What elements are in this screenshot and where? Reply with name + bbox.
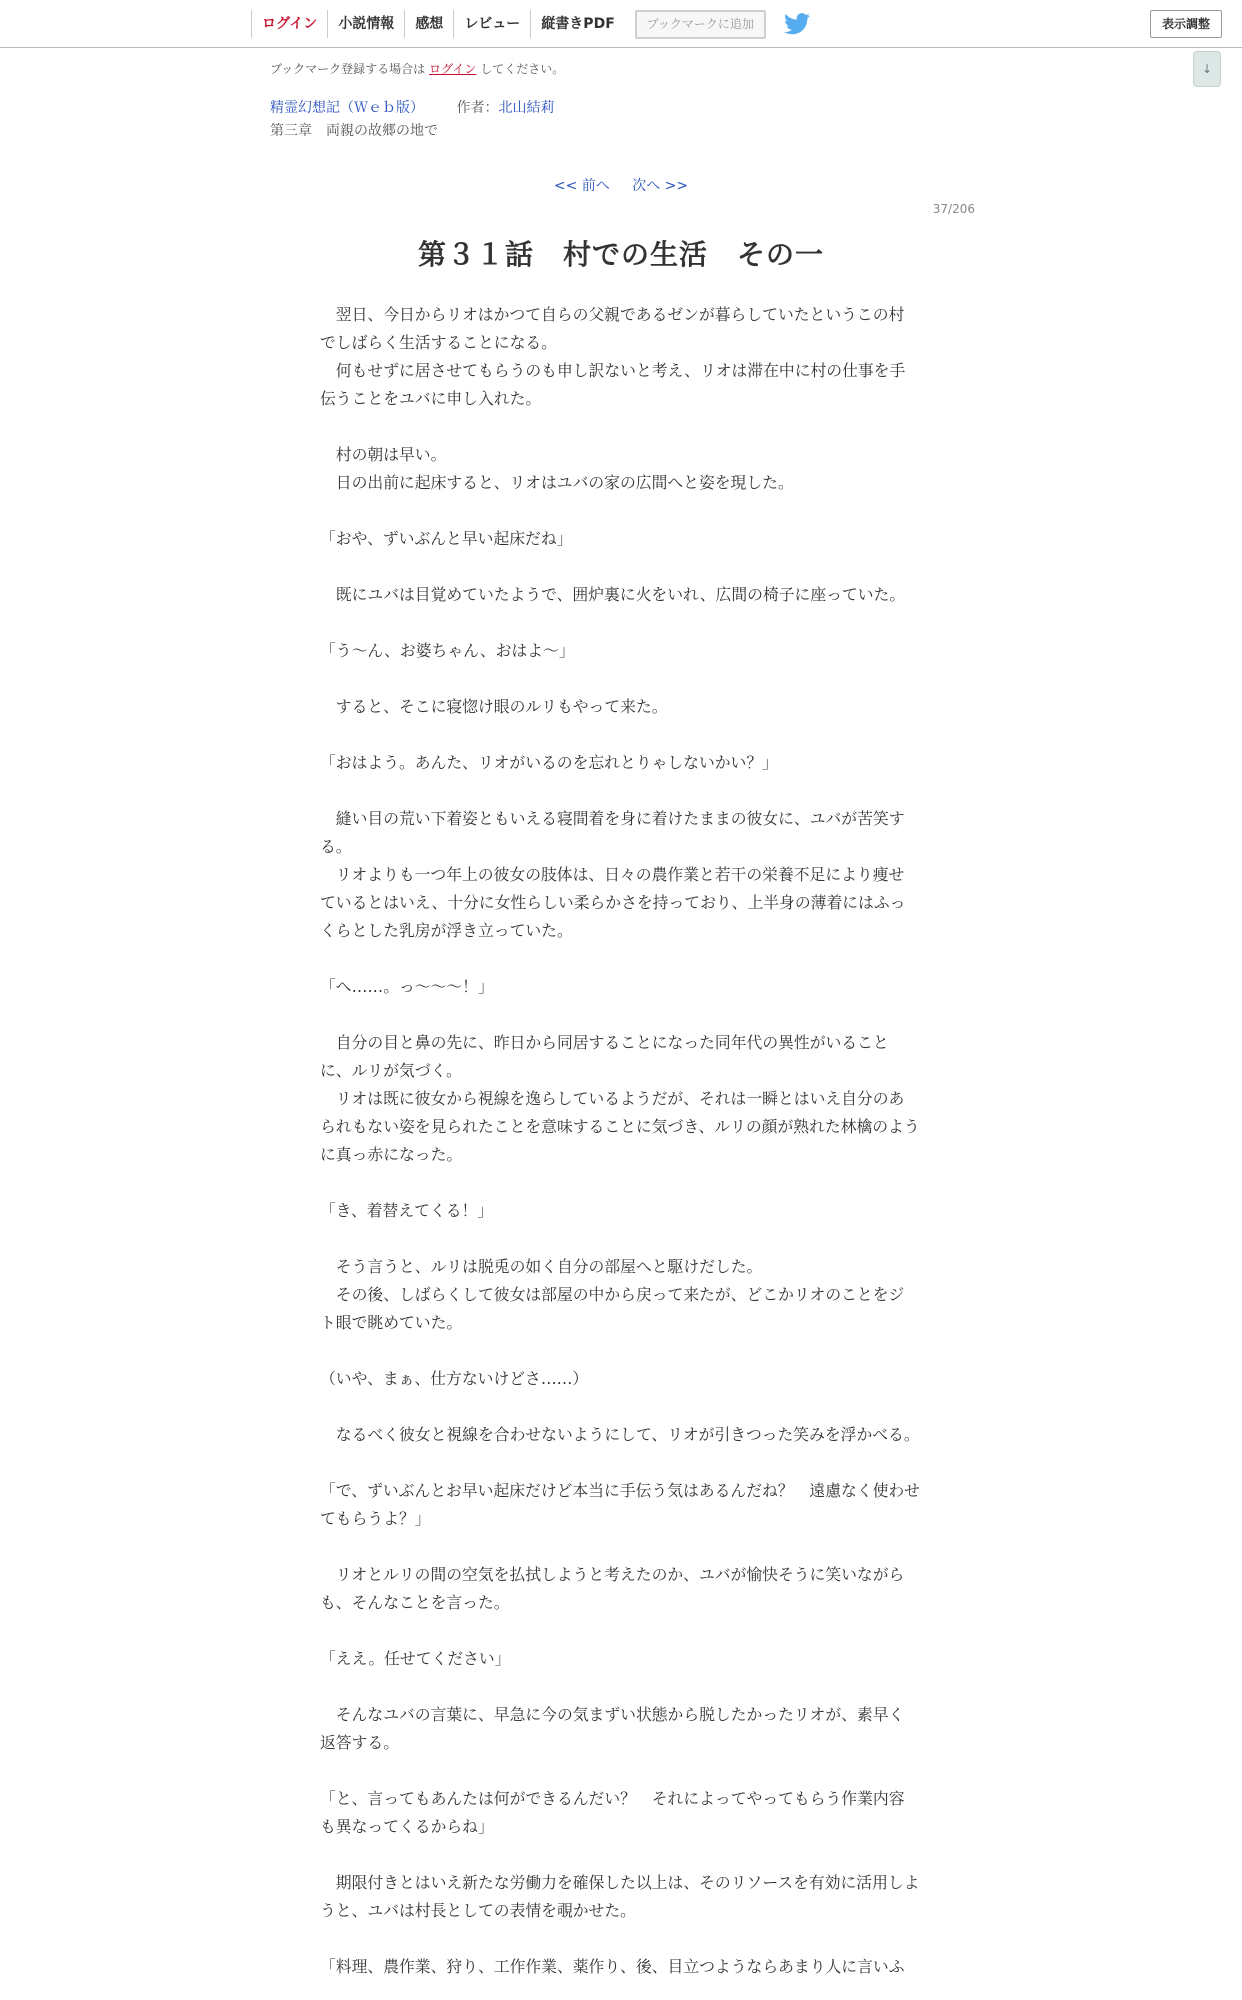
body-paragraph: 「で、ずいぶんとお早い起床だけど本当に手伝う気はあるんだね？ 遠慮なく使わせてもらうよ？」 xyxy=(320,1481,920,1528)
body-paragraph: 「おはよう。あんた、リオがいるのを忘れとりゃしないかい？」 xyxy=(320,753,778,772)
twitter-bird-icon xyxy=(784,13,810,35)
body-paragraph: リオは既に彼女から視線を逸らしているようだが、それは一瞬とはいえ自分のあられもない姿を見られたことを意味することに気づき、ルリの顔が熟れた林檎のように真っ赤になった。 xyxy=(320,1089,920,1164)
body-paragraph xyxy=(320,777,920,805)
author-label: 作者： xyxy=(456,100,499,116)
body-paragraph xyxy=(320,665,920,693)
body-paragraph: 「と、言ってもあんたは何ができるんだい？ それによってやってもらう作業内容も異なってくるからね」 xyxy=(320,1789,905,1836)
body-paragraph xyxy=(320,1841,920,1869)
body-paragraph: 「き、着替えてくる！」 xyxy=(320,1201,494,1220)
notice-prefix: ブックマーク登録する場合は xyxy=(270,62,426,76)
nav-impressions[interactable]: 感想 xyxy=(404,10,453,38)
nav-novel-info[interactable]: 小説情報 xyxy=(327,10,404,38)
body-paragraph: 「料理、農作業、狩り、工作作業、薬作り、後、目立つようならあまり人に言いふ xyxy=(320,1957,905,1976)
body-paragraph: 村の朝は早い。 xyxy=(320,445,447,464)
body-paragraph: なるべく彼女と視線を合わせないようにして、リオが引きつった笑みを浮かべる。 xyxy=(320,1425,920,1444)
body-paragraph xyxy=(320,1617,920,1645)
body-paragraph xyxy=(320,1925,920,1953)
next-episode-link[interactable]: 次へ >> xyxy=(632,178,689,194)
body-paragraph: そんなユバの言葉に、早急に今の気まずい状態から脱したかったリオが、素早く返答する。 xyxy=(320,1705,905,1752)
body-paragraph xyxy=(320,1449,920,1477)
series-title-link[interactable]: 精霊幻想記（Ｗｅｂ版） xyxy=(270,100,424,116)
body-paragraph: そう言うと、ルリは脱兎の如く自分の部屋へと駆けだした。 xyxy=(320,1257,763,1276)
body-paragraph: リオよりも一つ年上の彼女の肢体は、日々の農作業と若干の栄養不足により痩せているとはいえ、十分に女性らしい柔らかさを持っており、上半身の薄着にはふっくらとした乳房が浮き立っていた。 xyxy=(320,865,906,940)
novel-body-text xyxy=(320,301,920,1981)
body-paragraph: 「おや、ずいぶんと早い起床だね」 xyxy=(320,529,573,548)
body-paragraph: 「ええ。任せてください」 xyxy=(320,1649,511,1668)
bookmark-add-button[interactable]: ブックマークに追加 xyxy=(635,10,766,39)
body-paragraph xyxy=(320,1757,920,1785)
body-paragraph: すると、そこに寝惚け眼のルリもやって来た。 xyxy=(320,697,668,716)
bookmark-login-notice xyxy=(270,60,564,77)
body-paragraph xyxy=(320,1169,920,1197)
scroll-down-button[interactable]: ↓ xyxy=(1193,51,1221,87)
notice-login-link[interactable]: ログイン xyxy=(429,62,477,76)
episode-pager xyxy=(0,175,1242,195)
body-paragraph xyxy=(320,1533,920,1561)
body-paragraph xyxy=(320,1673,920,1701)
chapter-title: 第三章 両親の故郷の地で xyxy=(270,123,438,139)
prev-episode-link[interactable]: << 前へ xyxy=(553,178,610,194)
body-paragraph xyxy=(320,1001,920,1029)
body-paragraph xyxy=(320,1337,920,1365)
body-paragraph xyxy=(320,945,920,973)
body-paragraph: 「う～ん、お婆ちゃん、おはよ～」 xyxy=(320,641,575,660)
body-paragraph xyxy=(320,553,920,581)
body-paragraph xyxy=(320,1393,920,1421)
body-paragraph: リオとルリの間の空気を払拭しようと考えたのか、ユバが愉快そうに笑いながらも、そんなことを言った。 xyxy=(320,1565,905,1612)
author-link[interactable]: 北山結莉 xyxy=(498,100,555,116)
body-paragraph xyxy=(320,413,920,441)
main-nav xyxy=(251,10,810,38)
episode-title: 第３１話 村での生活 その一 xyxy=(417,238,824,271)
body-paragraph: その後、しばらくして彼女は部屋の中から戻って来たが、どこかリオのことをジト眼で眺めていた。 xyxy=(320,1285,905,1332)
body-paragraph: 何もせずに居させてもらうのも申し訳ないと考え、リオは滞在中に村の仕事を手伝うことをユバに申し入れた。 xyxy=(320,361,906,408)
notice-suffix: してください。 xyxy=(480,62,565,76)
top-navigation-bar xyxy=(0,0,1242,48)
body-paragraph: 縫い目の荒い下着姿ともいえる寝間着を身に着けたままの彼女に、ユバが苦笑する。 xyxy=(320,809,905,856)
body-paragraph: 翌日、今日からリオはかつて自らの父親であるゼンが暮らしていたというこの村でしばらく生活することになる。 xyxy=(320,305,905,352)
body-paragraph: 日の出前に起床すると、リオはユバの家の広間へと姿を現した。 xyxy=(320,473,794,492)
body-paragraph: 「へ……。っ～～～！」 xyxy=(320,977,494,996)
body-paragraph: 既にユバは目覚めていたようで、囲炉裏に火をいれ、広間の椅子に座っていた。 xyxy=(320,585,906,604)
body-paragraph: （いや、まぁ、仕方ないけどさ……） xyxy=(320,1369,589,1388)
novel-info-line xyxy=(270,97,554,117)
episode-count: 37/206 xyxy=(932,202,975,216)
nav-review[interactable]: レビュー xyxy=(453,10,530,38)
body-paragraph xyxy=(320,609,920,637)
body-paragraph xyxy=(320,721,920,749)
body-paragraph xyxy=(320,1225,920,1253)
body-paragraph xyxy=(320,497,920,525)
nav-vertical-pdf[interactable]: 縦書きPDF xyxy=(530,10,624,38)
twitter-share-button[interactable] xyxy=(784,13,810,35)
nav-login[interactable]: ログイン xyxy=(251,10,327,38)
display-settings-button[interactable]: 表示調整 xyxy=(1150,10,1222,38)
body-paragraph: 自分の目と鼻の先に、昨日から同居することになった同年代の異性がいることに、ルリが気づく。 xyxy=(320,1033,889,1080)
body-paragraph: 期限付きとはいえ新たな労働力を確保した以上は、そのリソースを有効に活用しようと、ユバは村長としての表情を覗かせた。 xyxy=(320,1873,920,1920)
